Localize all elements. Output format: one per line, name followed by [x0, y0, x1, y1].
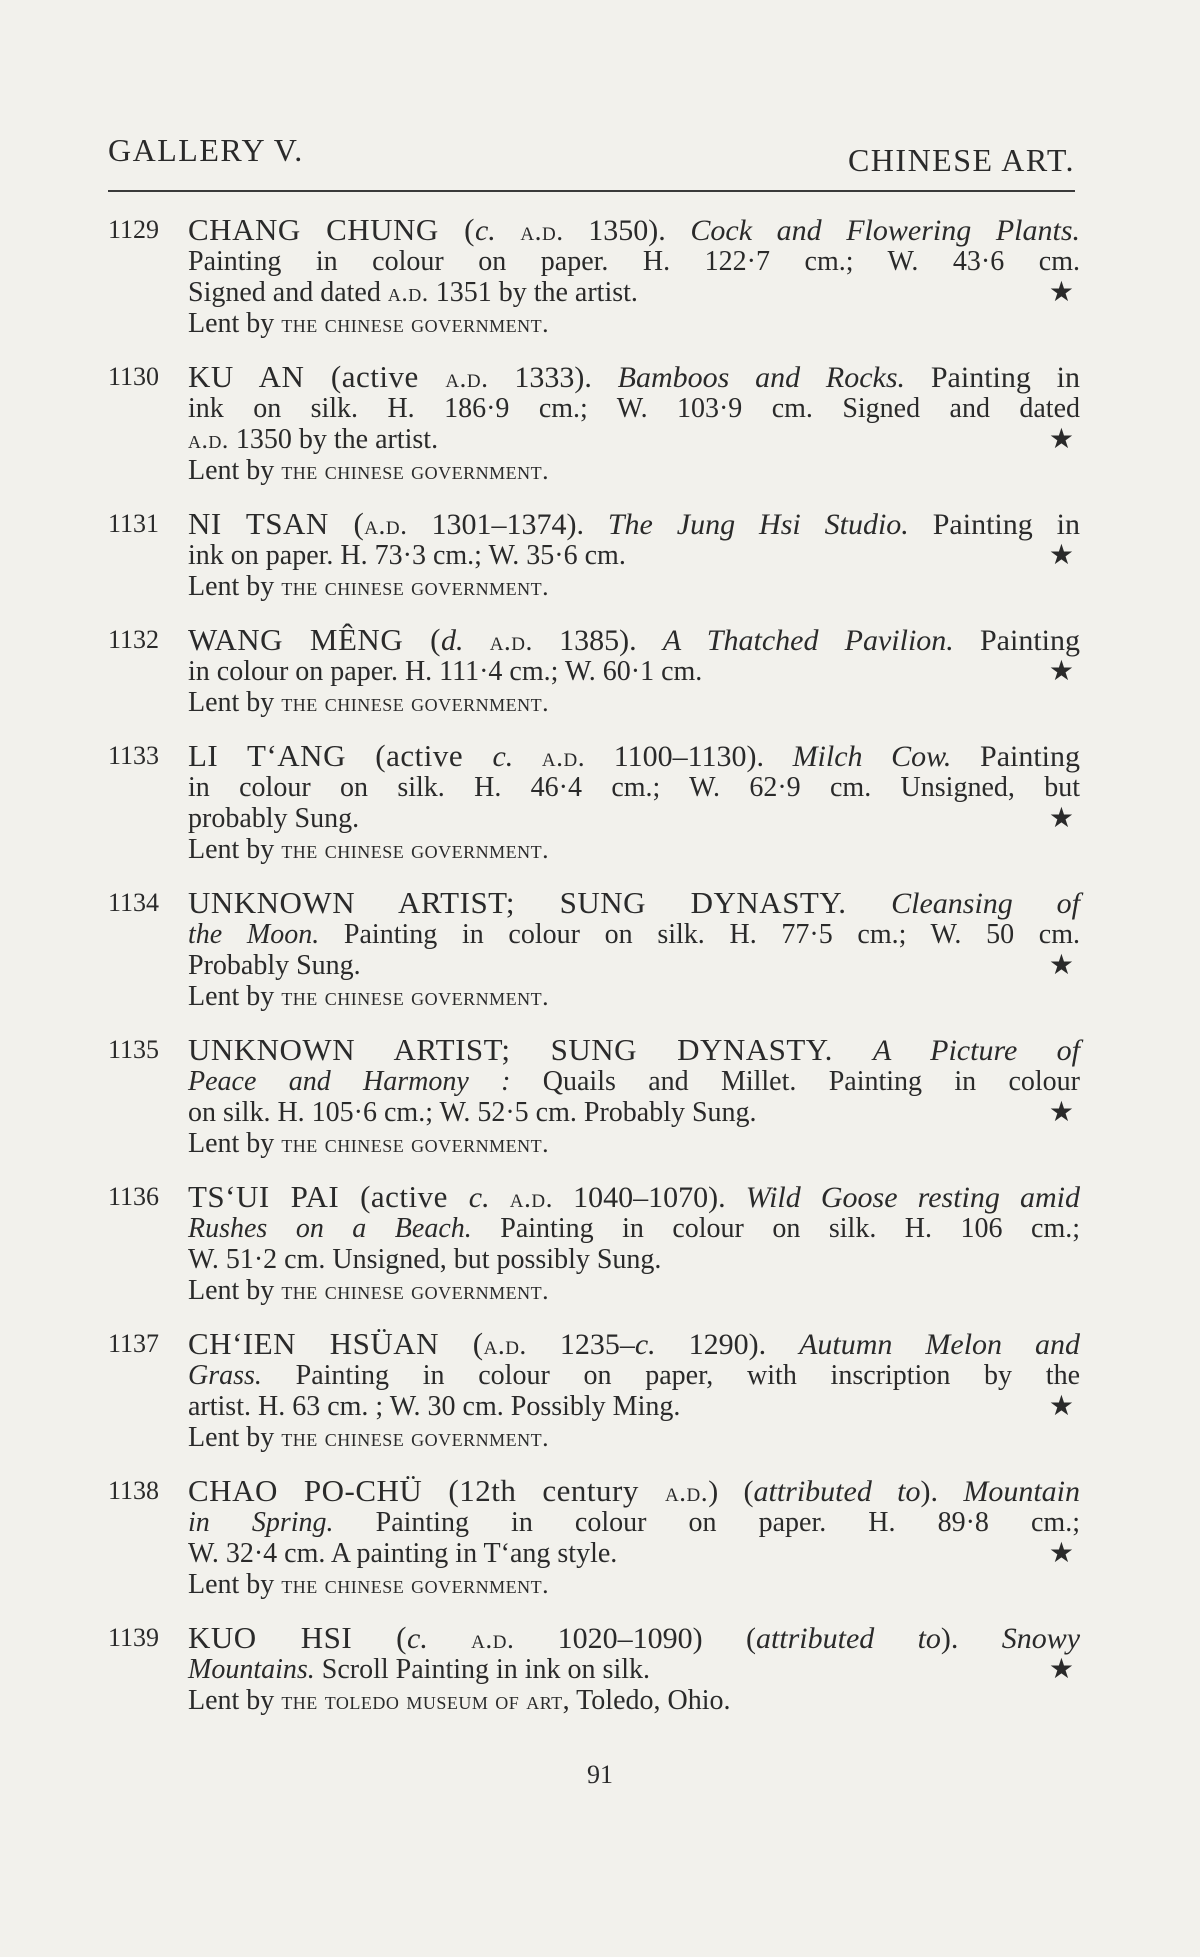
entry-text: [188, 1181, 1080, 1306]
entry-line: [188, 1275, 1080, 1306]
text-run: Scroll Painting in ink on silk.: [314, 1654, 651, 1685]
text-run: Lent by: [188, 981, 282, 1012]
entry-text: [188, 1328, 1080, 1453]
text-run: , Toledo, Ohio.: [562, 1685, 731, 1716]
text-run: ) (: [708, 1475, 754, 1508]
text-run: a.d.: [188, 425, 229, 454]
text-run: 1020–1090) (: [514, 1622, 756, 1655]
text-run: ink on paper. H. 73·3 cm.; W. 35·6 cm.: [188, 540, 626, 571]
catalogue-entry: [108, 508, 1080, 602]
star-icon: ★: [1048, 277, 1074, 308]
text-run: c.: [407, 1622, 428, 1655]
text-run: LI T‘ANG (active: [188, 738, 493, 773]
text-run: 1350).: [563, 214, 691, 247]
text-run: Painting in: [905, 361, 1080, 394]
text-run: a.d.: [509, 1182, 553, 1213]
entry-text: [188, 214, 1080, 339]
text-run: Lent by: [188, 1569, 282, 1600]
text-run: 1385).: [532, 624, 663, 657]
catalogue-entry: [108, 1622, 1080, 1716]
gallery-heading: GALLERY V.: [108, 132, 304, 168]
text-run: CHANG CHUNG (: [188, 212, 475, 247]
text-run: c.: [468, 1181, 490, 1214]
entry-line: [188, 1685, 1080, 1716]
text-run: the chinese government.: [281, 1570, 550, 1599]
text-run: WANG MÊNG (: [188, 622, 441, 657]
text-run: KU AN (active: [188, 359, 446, 394]
text-run: Grass.: [188, 1360, 262, 1391]
catalogue-entry: [108, 1034, 1080, 1159]
text-run: the toledo museum of art: [281, 1686, 563, 1715]
text-run: CHAO PO-CHÜ (12th century: [188, 1473, 665, 1508]
text-run: the chinese government.: [281, 1276, 550, 1305]
entry-line: [188, 455, 1080, 486]
text-run: Cleansing of: [891, 887, 1080, 920]
star-icon: ★: [1048, 1391, 1074, 1422]
text-run: Painting: [953, 624, 1080, 657]
text-run: Lent by: [188, 1422, 282, 1453]
entry-number: 1135: [108, 1035, 160, 1064]
entry-line: [188, 919, 1080, 950]
text-run: c.: [474, 214, 496, 247]
entry-number: 1129: [108, 215, 160, 244]
entry-line: [188, 246, 1080, 277]
entry-line: [188, 540, 1080, 571]
text-run: A Thatched Pavilion.: [662, 624, 954, 657]
text-run: in Spring.: [188, 1507, 334, 1538]
text-run: on silk. H. 105·6 cm.; W. 52·5 cm. Probably Sung.: [188, 1097, 757, 1128]
entry-number: 1130: [108, 362, 160, 391]
text-run: 1301–1374).: [407, 508, 608, 541]
text-run: a.d.: [520, 215, 564, 246]
text-run: Painting in colour on silk. H. 77·5 cm.; W. 50 cm.: [319, 919, 1081, 950]
entry-line: [188, 740, 1080, 772]
text-run: Snowy: [1001, 1622, 1081, 1655]
catalogue-entries: [108, 214, 1080, 1738]
text-run: Lent by: [188, 455, 282, 486]
text-run: a.d.: [664, 1476, 709, 1507]
page-number: 91: [587, 1760, 613, 1789]
text-run: Mountain: [963, 1475, 1080, 1508]
text-run: a.d.: [541, 741, 586, 772]
running-header: [108, 128, 1075, 192]
entry-line: [188, 277, 1080, 308]
entry-line: [188, 1569, 1080, 1600]
text-run: Lent by: [188, 571, 282, 602]
text-run: the chinese government.: [281, 572, 550, 601]
entry-line: [188, 887, 1080, 919]
text-run: a.d.: [489, 625, 533, 656]
text-run: a.d.: [483, 1329, 527, 1360]
entry-line: [188, 1244, 1080, 1275]
section-heading: CHINESE ART.: [847, 142, 1075, 178]
entry-text: [188, 1475, 1080, 1600]
text-run: Bamboos and Rocks.: [617, 361, 906, 394]
entry-number: 1137: [108, 1329, 160, 1358]
text-run: the chinese government.: [281, 688, 550, 717]
entry-line: [188, 1422, 1080, 1453]
text-run: artist. H. 63 cm. ; W. 30 cm. Possibly Ming.: [188, 1391, 681, 1422]
catalogue-entry: [108, 1328, 1080, 1453]
text-run: Lent by: [188, 1275, 282, 1306]
star-icon: ★: [1048, 424, 1074, 455]
text-run: Lent by: [188, 308, 282, 339]
entry-line: [188, 1128, 1080, 1159]
text-run: Painting in colour on silk. H. 106 cm.;: [471, 1213, 1080, 1244]
entry-line: [188, 803, 1080, 834]
text-run: ink on silk. H. 186·9 cm.; W. 103·9 cm. Signed and dated: [188, 393, 1080, 424]
entry-text: [188, 508, 1080, 602]
entry-line: [188, 1034, 1080, 1066]
text-run: NI TSAN (: [188, 506, 365, 541]
text-run: CH‘IEN HSÜAN (: [188, 1326, 484, 1361]
text-run: Lent by: [188, 1128, 282, 1159]
text-run: Painting in colour on paper. H. 122·7 cm.; W. 43·6 cm.: [188, 246, 1080, 277]
entry-text: [188, 740, 1080, 865]
entry-line: [188, 571, 1080, 602]
text-run: a.d.: [471, 1623, 515, 1654]
text-run: Wild Goose resting amid: [745, 1181, 1080, 1214]
text-run: Painting in: [908, 508, 1080, 541]
text-run: the chinese government.: [281, 1423, 550, 1452]
catalogue-entry: [108, 740, 1080, 865]
text-run: [490, 1181, 510, 1214]
entry-line: [188, 1654, 1080, 1685]
text-run: TS‘UI PAI (active: [188, 1179, 469, 1214]
entry-line: [188, 1097, 1080, 1128]
text-run: the chinese government.: [281, 982, 550, 1011]
catalogue-entry: [108, 624, 1080, 718]
text-run: Painting: [951, 740, 1081, 773]
text-run: The Jung Hsi Studio.: [607, 508, 909, 541]
catalogue-entry: [108, 361, 1080, 486]
catalogue-entry: [108, 887, 1080, 1012]
text-run: Painting in colour on paper. H. 89·8 cm.;: [333, 1507, 1080, 1538]
text-run: c.: [492, 740, 514, 773]
star-icon: ★: [1048, 540, 1074, 571]
entry-line: [188, 1181, 1080, 1213]
star-icon: ★: [1048, 1538, 1074, 1569]
entry-line: [188, 1360, 1080, 1391]
text-run: 1100–1130).: [585, 740, 793, 773]
entry-text: [188, 1622, 1080, 1716]
entry-line: [188, 424, 1080, 455]
entry-line: [188, 1066, 1080, 1097]
text-run: Mountains.: [188, 1654, 315, 1685]
entry-line: [188, 361, 1080, 393]
text-run: the chinese government.: [281, 1129, 550, 1158]
entry-text: [188, 1034, 1080, 1159]
text-run: Signed and dated: [188, 277, 388, 308]
entry-line: [188, 1475, 1080, 1507]
entry-line: [188, 950, 1080, 981]
text-run: a.d.: [387, 278, 429, 307]
text-run: a.d.: [445, 362, 489, 393]
text-run: UNKNOWN ARTIST; SUNG DYNASTY.: [188, 1032, 874, 1067]
entry-line: [188, 214, 1080, 246]
star-icon: ★: [1048, 656, 1074, 687]
text-run: 1351 by the artist.: [428, 277, 638, 308]
entry-line: [188, 508, 1080, 540]
text-run: ).: [920, 1475, 964, 1508]
entry-line: [188, 1622, 1080, 1654]
text-run: UNKNOWN ARTIST; SUNG DYNASTY.: [188, 885, 892, 920]
text-run: Rushes on a Beach.: [188, 1213, 472, 1244]
entry-line: [188, 981, 1080, 1012]
text-run: in colour on silk. H. 46·4 cm.; W. 62·9 cm. Unsigned, but: [188, 772, 1080, 803]
text-run: Lent by: [188, 687, 282, 718]
star-icon: ★: [1048, 950, 1074, 981]
text-run: [513, 740, 542, 773]
text-run: A Picture of: [873, 1034, 1080, 1067]
text-run: Cock and Flowering Plants.: [690, 214, 1080, 247]
text-run: ).: [940, 1622, 1002, 1655]
entry-number: 1138: [108, 1476, 160, 1505]
entry-line: [188, 687, 1080, 718]
entry-line: [188, 1391, 1080, 1422]
text-run: [428, 1622, 471, 1655]
text-run: Peace and Harmony :: [188, 1066, 511, 1097]
text-run: attributed to: [753, 1475, 921, 1508]
entry-line: [188, 772, 1080, 803]
catalogue-entry: [108, 1181, 1080, 1306]
text-run: Lent by: [188, 1685, 282, 1716]
text-run: c.: [634, 1328, 656, 1361]
text-run: the chinese government.: [281, 309, 550, 338]
entry-line: [188, 656, 1080, 687]
text-run: in colour on paper. H. 111·4 cm.; W. 60·1 cm.: [188, 656, 703, 687]
text-run: the chinese government.: [281, 456, 550, 485]
text-run: [463, 624, 489, 657]
entry-line: [188, 1538, 1080, 1569]
entry-line: [188, 393, 1080, 424]
text-run: the Moon.: [188, 919, 320, 950]
star-icon: ★: [1048, 1654, 1074, 1685]
text-run: W. 51·2 cm. Unsigned, but possibly Sung.: [188, 1244, 662, 1275]
entry-line: [188, 834, 1080, 865]
text-run: 1333).: [488, 361, 618, 394]
text-run: KUO HSI (: [188, 1620, 408, 1655]
text-run: Quails and Millet. Painting in colour: [510, 1066, 1081, 1097]
text-run: attributed to: [755, 1622, 941, 1655]
entry-number: 1132: [108, 625, 160, 654]
text-run: Painting in colour on paper, with inscription by the: [261, 1360, 1080, 1391]
text-run: W. 32·4 cm. A painting in T‘ang style.: [188, 1538, 618, 1569]
catalogue-entry: [108, 214, 1080, 339]
text-run: 1350 by the artist.: [228, 424, 439, 455]
entry-number: 1134: [108, 888, 160, 917]
entry-number: 1131: [108, 509, 160, 538]
entry-line: [188, 308, 1080, 339]
catalogue-entry: [108, 1475, 1080, 1600]
entry-number: 1133: [108, 741, 160, 770]
text-run: the chinese government.: [281, 835, 550, 864]
text-run: Lent by: [188, 834, 282, 865]
entry-line: [188, 624, 1080, 656]
entry-text: [188, 361, 1080, 486]
entry-line: [188, 1328, 1080, 1360]
text-run: 1040–1070).: [552, 1181, 746, 1214]
star-icon: ★: [1048, 803, 1074, 834]
text-run: d.: [440, 624, 464, 657]
text-run: probably Sung.: [188, 803, 360, 834]
text-run: Probably Sung.: [188, 950, 361, 981]
star-icon: ★: [1048, 1097, 1074, 1128]
entry-number: 1139: [108, 1623, 160, 1652]
text-run: Autumn Melon and: [799, 1328, 1081, 1361]
text-run: [496, 214, 521, 247]
entry-line: [188, 1213, 1080, 1244]
entry-text: [188, 624, 1080, 718]
text-run: 1235–: [526, 1328, 635, 1361]
text-run: Milch Cow.: [792, 740, 952, 773]
text-run: a.d.: [364, 509, 408, 540]
entry-number: 1136: [108, 1182, 160, 1211]
entry-line: [188, 1507, 1080, 1538]
entry-text: [188, 887, 1080, 1012]
text-run: 1290).: [655, 1328, 800, 1361]
